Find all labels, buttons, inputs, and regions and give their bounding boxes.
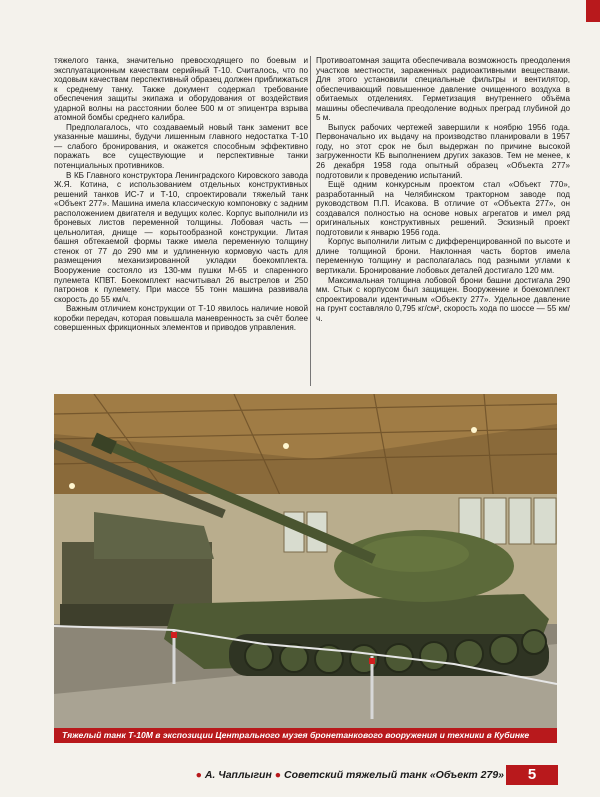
paragraph: Предполагалось, что создаваемый новый танк заменит все указанные машины, будучи лишенным главного недостатка Т-10 — слабого бронирования, и окажется способным эффективно поражать все существующие и перспективные танки потенциальных противников. bbox=[54, 122, 308, 171]
footer-title: Советский тяжелый танк «Объект 279» bbox=[284, 769, 504, 781]
paragraph: Важным отличием конструкции от Т-10 явилось наличие новой коробки передач, которая повышала маневренность за счёт более совершенных фрикционных элементов и приводов управления. bbox=[54, 304, 308, 333]
article-left-column bbox=[54, 56, 308, 333]
paragraph: Выпуск рабочих чертежей завершили к ноябрю 1956 года. Первоначально их выдачу на производство планировали в 1957 году, но этот срок не был выдержан по причине высокой загруженности КБ выполнением других заказов. Тем не менее, к 26 декабря 1958 года опытный образец «Объекта 277» подготовили к проведению испытаний. bbox=[316, 122, 570, 180]
article-right-column bbox=[316, 56, 570, 323]
column-divider bbox=[310, 56, 311, 386]
footer-running-title bbox=[196, 769, 504, 781]
corner-accent bbox=[586, 0, 600, 22]
photo-caption: Тяжелый танк Т-10М в экспозиции Центрального музея бронетанкового вооружения и техники в Кубинке bbox=[54, 728, 557, 743]
tank-photo-illustration bbox=[54, 394, 557, 728]
paragraph: Максимальная толщина лобовой брони башни достигала 290 мм. Стык с корпусом был защищен. Вооружение и боекомплект спроектировали идентичным «Объекту 277». Удельное давление на грунт составляло 0,795 кг/см², скорость хода по шоссе — 55 км/ч. bbox=[316, 275, 570, 323]
paragraph: Противоатомная защита обеспечивала возможность преодоления участков местности, зараженных радиоактивными веществами. Для этого установили специальные фильтры и вентилятор, обеспечивающий повышенное давление очищенного воздуха в обитаемых отделениях. Герметизация внутреннего объёма машины обеспечивала преодоление водных преград глубиной до 5 м. bbox=[316, 56, 570, 123]
paragraph: В КБ Главного конструктора Ленинградского Кировского завода Ж.Я. Котина, с использованием отдельных конструктивных решений танков ИС-7 и Т-10, спроектировали тяжелый танк «Объект 277». Машина имела классическую компоновку с задним расположением двигателя и ведущих колес. Корпус выполнили из броневых листов переменной толщины. Лобовая часть — цельнолитая, днище — корытообразной конструкции. Литая башня обтекаемой формы также имела переменную толщину стенок от 77 до 290 мм и удлиненную кормовую часть для размещения механизированной укладки боекомплекта. Вооружение состояло из 130-мм пушки М-65 и спаренного пулемета КПВТ. Боекомплект насчитывал 26 выстрелов и 250 патронов к пулемету. При массе 55 тонн машина развивала скорость до 55 км/ч. bbox=[54, 170, 308, 304]
paragraph: тяжелого танка, значительно превосходящего по боевым и эксплуатационным качествам серийный Т-10. Считалось, что по ходовым качествам перспективный образец должен приближаться к среднему танку. Также документ содержал требование обеспечения защиты экипажа и оборудования от воздействия ударной волны на расстоянии более 500 м от эпицентра взрыва атомной бомбы среднего калибра. bbox=[54, 56, 308, 123]
page-footer bbox=[0, 765, 600, 787]
paragraph: Ещё одним конкурсным проектом стал «Объект 770», разработанный на Челябинском тракторном заводе под руководством П.П. Исакова. В отличие от «Объекта 277», он создавался полностью на основе новых агрегатов и имел ряд оригинальных конструктивных решений. Эскизный проект подготовили к январю 1956 года. bbox=[316, 180, 570, 237]
footer-bullet: ● bbox=[274, 769, 282, 781]
paragraph: Корпус выполнили литым с дифференцированной по высоте и длине толщиной брони. Наклонная часть бортов имела переменную толщину и располагалась под разными углами к вертикали. Бронирование лобовых деталей достигало 120 мм. bbox=[316, 237, 570, 276]
tank-photo bbox=[54, 394, 557, 728]
page-number: 5 bbox=[506, 765, 558, 785]
footer-author: А. Чаплыгин bbox=[204, 769, 272, 781]
footer-bullet: ● bbox=[195, 769, 202, 781]
